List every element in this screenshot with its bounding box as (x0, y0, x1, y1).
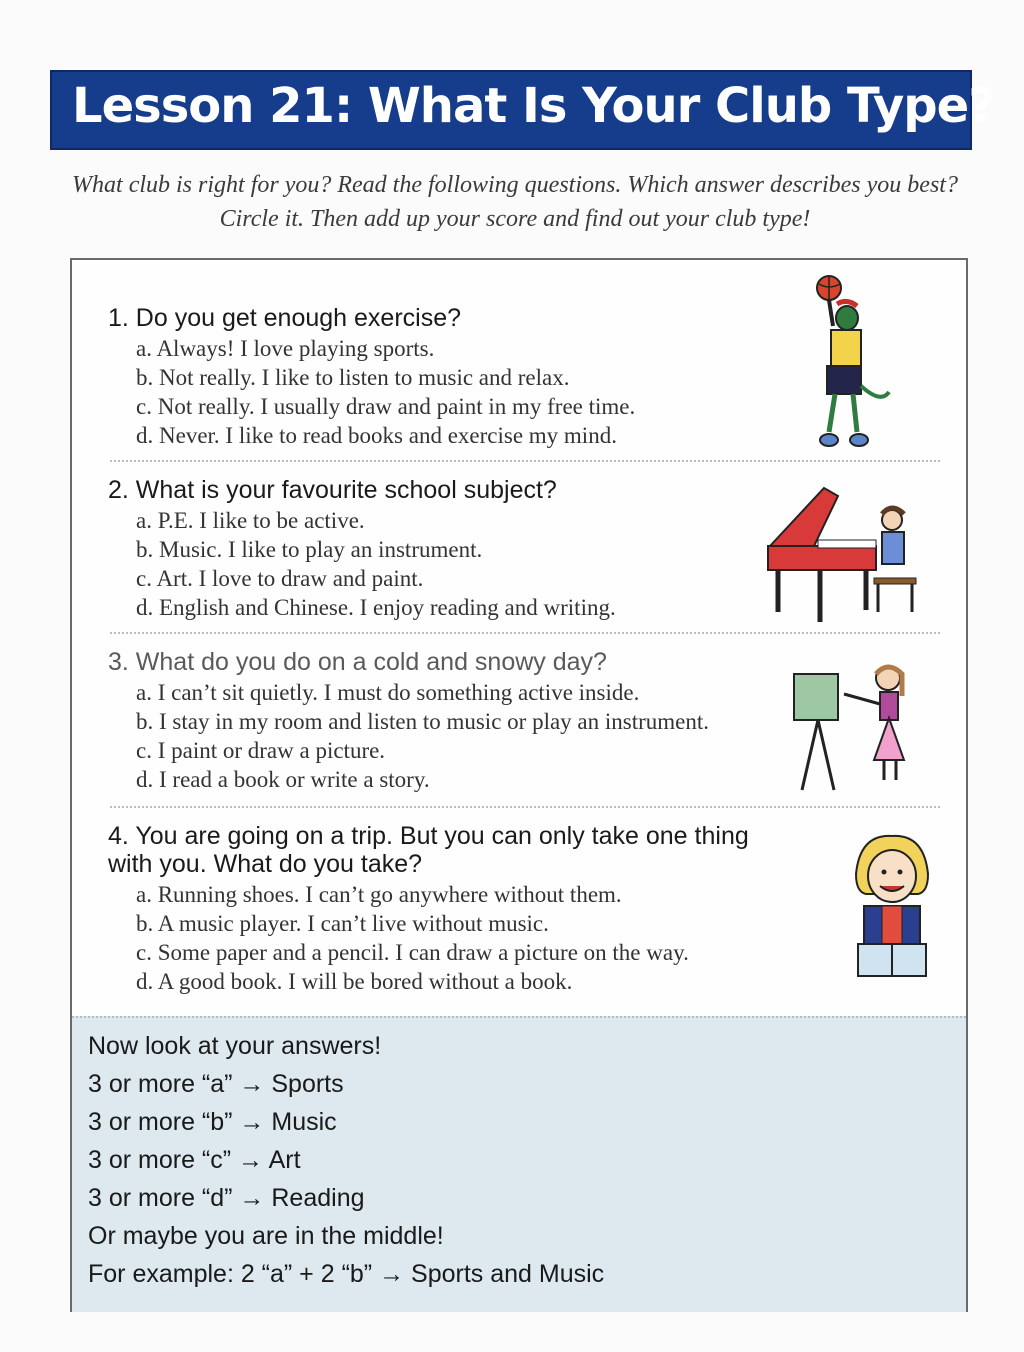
painter-illustration (784, 660, 924, 800)
result-middle: Or maybe you are in the middle! (88, 1222, 444, 1250)
question-2-option-b[interactable]: b. Music. I like to play an instrument. (136, 537, 483, 562)
question-3-option-c[interactable]: c. I paint or draw a picture. (136, 738, 386, 763)
question-1 (108, 304, 808, 450)
lesson-title-banner (50, 70, 996, 150)
question-3-option-b[interactable]: b. I stay in my room and listen to music or play an instrument. (136, 709, 710, 734)
question-2-option-c[interactable]: c. Art. I love to draw and paint. (136, 566, 424, 591)
result-example: For example: 2 “a” + 2 “b” → Sports and Music (88, 1260, 605, 1288)
question-1-option-a[interactable]: a. Always! I love playing sports. (136, 336, 435, 361)
results-panel (72, 1016, 966, 1312)
divider (110, 806, 940, 808)
question-4-option-d[interactable]: d. A good book. I will be bored without a book. (136, 969, 573, 994)
question-3-option-d[interactable]: d. I read a book or write a story. (136, 767, 430, 792)
question-3-title: 3. What do you do on a cold and snowy day? (108, 648, 607, 676)
question-3 (108, 648, 808, 794)
divider (110, 632, 940, 634)
intro-paragraph: What club is right for you? Read the following questions. Which answer describes you best? Circle it. Then add up your score and find out your club type! (72, 172, 958, 232)
question-4-title: 4. You are going on a trip. But you can only take one thing with you. What do you take? (108, 822, 749, 878)
question-2-option-d[interactable]: d. English and Chinese. I enjoy reading and writing. (136, 595, 616, 620)
results-intro: Now look at your answers! (88, 1032, 382, 1060)
lesson-title: Lesson 21: What Is Your Club Type? (72, 78, 996, 134)
quiz-box (70, 258, 968, 1312)
question-1-option-c[interactable]: c. Not really. I usually draw and paint in my free time. (136, 394, 636, 419)
question-4 (108, 822, 808, 996)
result-reading: 3 or more “d” → Reading (88, 1184, 365, 1212)
result-sports: 3 or more “a” → Sports (88, 1070, 344, 1098)
divider (110, 460, 940, 462)
question-4-option-a[interactable]: a. Running shoes. I can’t go anywhere without them. (136, 882, 622, 907)
result-music: 3 or more “b” → Music (88, 1108, 337, 1136)
question-2-option-a[interactable]: a. P.E. I like to be active. (136, 508, 365, 533)
result-art: 3 or more “c” → Art (88, 1146, 301, 1174)
question-1-option-b[interactable]: b. Not really. I like to listen to music and relax. (136, 365, 570, 390)
question-2 (108, 476, 808, 622)
question-1-title: 1. Do you get enough exercise? (108, 304, 462, 332)
question-1-option-d[interactable]: d. Never. I like to read books and exercise my mind. (136, 423, 617, 448)
question-4-option-c[interactable]: c. Some paper and a pencil. I can draw a picture on the way. (136, 940, 689, 965)
piano-player-illustration (762, 482, 922, 632)
girl-reading-illustration (832, 832, 952, 992)
basketball-player-illustration (807, 274, 897, 454)
question-3-option-a[interactable]: a. I can’t sit quietly. I must do something active inside. (136, 680, 640, 705)
question-2-title: 2. What is your favourite school subject? (108, 476, 557, 504)
question-4-option-b[interactable]: b. A music player. I can’t live without music. (136, 911, 549, 936)
